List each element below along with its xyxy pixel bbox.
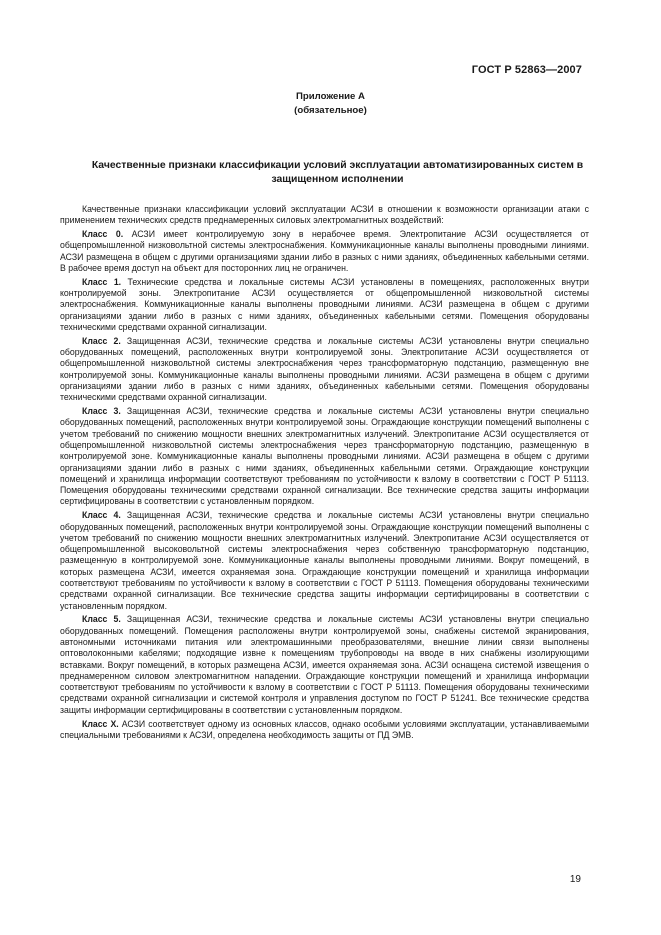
class-label: Класс 0.	[82, 229, 124, 240]
class-label: Класс X.	[82, 718, 119, 729]
intro-paragraph: Качественные признаки классификации условий эксплуатации АСЗИ в отношении к возможности организации атаки с применением технических средств преднамеренных силовых электромагнитных воздействий:	[60, 204, 589, 226]
class-description: Защищенная АСЗИ, технические средства и локальные системы АСЗИ установлены внутри специально оборудованных помещений. Помещения расположены внутри контролируемой зоны, снабжены системой экранирования, автономными источниками питания или электромашинными преобразователями, внешние линии связи выполнены оптоволоконными кабелями; подходящие извне к помещениям трубопроводы на вводе в них снабжены изолирующими вставками. Вокруг помещений, в которых размещена АСЗИ, имеется охраняемая зона. АСЗИ оснащена системой извещения о преднамеренном силовом электромагнитном нападении. Ограждающие конструкции помещений и хранилища информации соответствуют требованиям по устойчивости к взлому в соответствии с ГОСТ Р 51113. Помещения оборудованы техническими средствами охранной сигнализации и системой контроля и управления доступом по ГОСТ Р 51241. Все технические средства защиты информации сертифицированы в соответствии с установленным порядком.	[60, 614, 589, 715]
class-label: Класс 4.	[82, 510, 121, 521]
page-number: 19	[569, 874, 581, 885]
class-description: Защищенная АСЗИ, технические средства и локальные системы АСЗИ установлены внутри специально оборудованных помещений, расположенных внутри контролируемой зоны. Электропитание АСЗИ осуществляется от общепромышленной низковольтной системы электроснабжения через трансформаторную подстанцию, размещенную вне контролируемой зоны. Коммуникационные каналы выполнены проводными линиями. АСЗИ размещена в общем с другими организациями здании либо в разных с ними зданиях, объединенных кабельными сетями. Помещения оборудованы техническими средствами охранной сигнализации.	[60, 335, 589, 403]
class-paragraph	[60, 336, 589, 404]
appendix-subtitle: (обязательное)	[294, 105, 367, 116]
class-paragraph	[60, 614, 589, 716]
class-label: Класс 3.	[82, 406, 121, 417]
class-label: Класс 1.	[82, 276, 122, 287]
class-label: Класс 2.	[82, 335, 121, 346]
appendix-heading	[0, 90, 661, 118]
class-paragraph	[60, 229, 589, 274]
appendix-title: Приложение А	[296, 91, 365, 102]
section-title: Качественные признаки классификации условий эксплуатации автоматизированных систем в защищенном исполнении	[91, 160, 584, 185]
class-description: Защищенная АСЗИ, технические средства и локальные системы АСЗИ установлены внутри специально оборудованных помещений, расположенных внутри контролируемой зоны. Ограждающие конструкции помещений выполнены с учетом требований по снижению мощности внешних электромагнитных излучений. Электропитание АСЗИ осуществляется от общепромышленной низковольтной системы электроснабжения через трансформаторную подстанцию, размещенную в контролируемой зоне. Коммуникационные каналы выполнены проводными линиями. АСЗИ размещена в общем с другими организациями здании либо в разных с ними зданиях, объединенных кабельными сетями. Ограждающие конструкции помещений и хранилища информации соответствуют требованиям по устойчивости к взлому в соответствии с ГОСТ Р 51113. Помещения оборудованы техническими средствами охранной сигнализации. Все технические средства защиты информации сертифицированы в соответствии с установленным порядком.	[60, 406, 589, 507]
class-paragraph	[60, 719, 589, 742]
class-description: Защищенная АСЗИ, технические средства и локальные системы АСЗИ установлены внутри специально оборудованных помещений, расположенных внутри контролируемой зоны. Ограждающие конструкции помещений выполнены с учетом требований по снижению мощности внешних электромагнитных излучений. Электропитание АСЗИ осуществляется от общепромышленной высоковольтной системы электроснабжения через собственную трансформаторную подстанцию, размещенную в контролируемой зоне. Коммуникационные каналы выполнены проводными линиями. Вокруг помещений, в которых размещена АСЗИ, имеется охраняемая зона. Ограждающие конструкции помещений и хранилища информации соответствуют требованиям по устойчивости к взлому в соответствии с ГОСТ Р 51113. Помещения оборудованы техническими средствами охранной сигнализации. Все технические средства защиты информации сертифицированы в соответствии с установленным порядком.	[60, 510, 589, 611]
body-text	[60, 204, 589, 744]
class-description: Технические средства и локальные системы АСЗИ установлены в помещениях, расположенных внутри контролируемой зоны. Электропитание АСЗИ осуществляется от общепромышленной низковольтной системы электроснабжения. Коммуникационные каналы выполнены проводными линиями. АСЗИ размещена в общем с другими организациями здании либо в разных с ними зданиях, объединенных кабельными сетями. Помещения оборудованы техническими средствами охранной сигнализации.	[60, 276, 589, 332]
class-description: АСЗИ имеет контролируемую зону в нерабочее время. Электропитание АСЗИ осуществляется от общепромышленной низковольтной системы электроснабжения. Коммуникационные каналы выполнены проводными линиями. АСЗИ размещена в общем с другими организациями здании либо в разных с ними зданиях, объединенных кабельными сетями. В рабочее время доступ на объект для посторонних лиц не ограничен.	[60, 229, 589, 273]
class-paragraph	[60, 277, 589, 333]
class-label: Класс 5.	[82, 614, 121, 625]
class-paragraph	[60, 406, 589, 508]
class-paragraph	[60, 510, 589, 612]
class-description: АСЗИ соответствует одному из основных классов, однако особыми условиями эксплуатации, устанавливаемыми специальными требованиями к АСЗИ, определена необходимость защиты от ПД ЭМВ.	[60, 718, 589, 740]
document-code: ГОСТ Р 52863—2007	[471, 64, 582, 76]
